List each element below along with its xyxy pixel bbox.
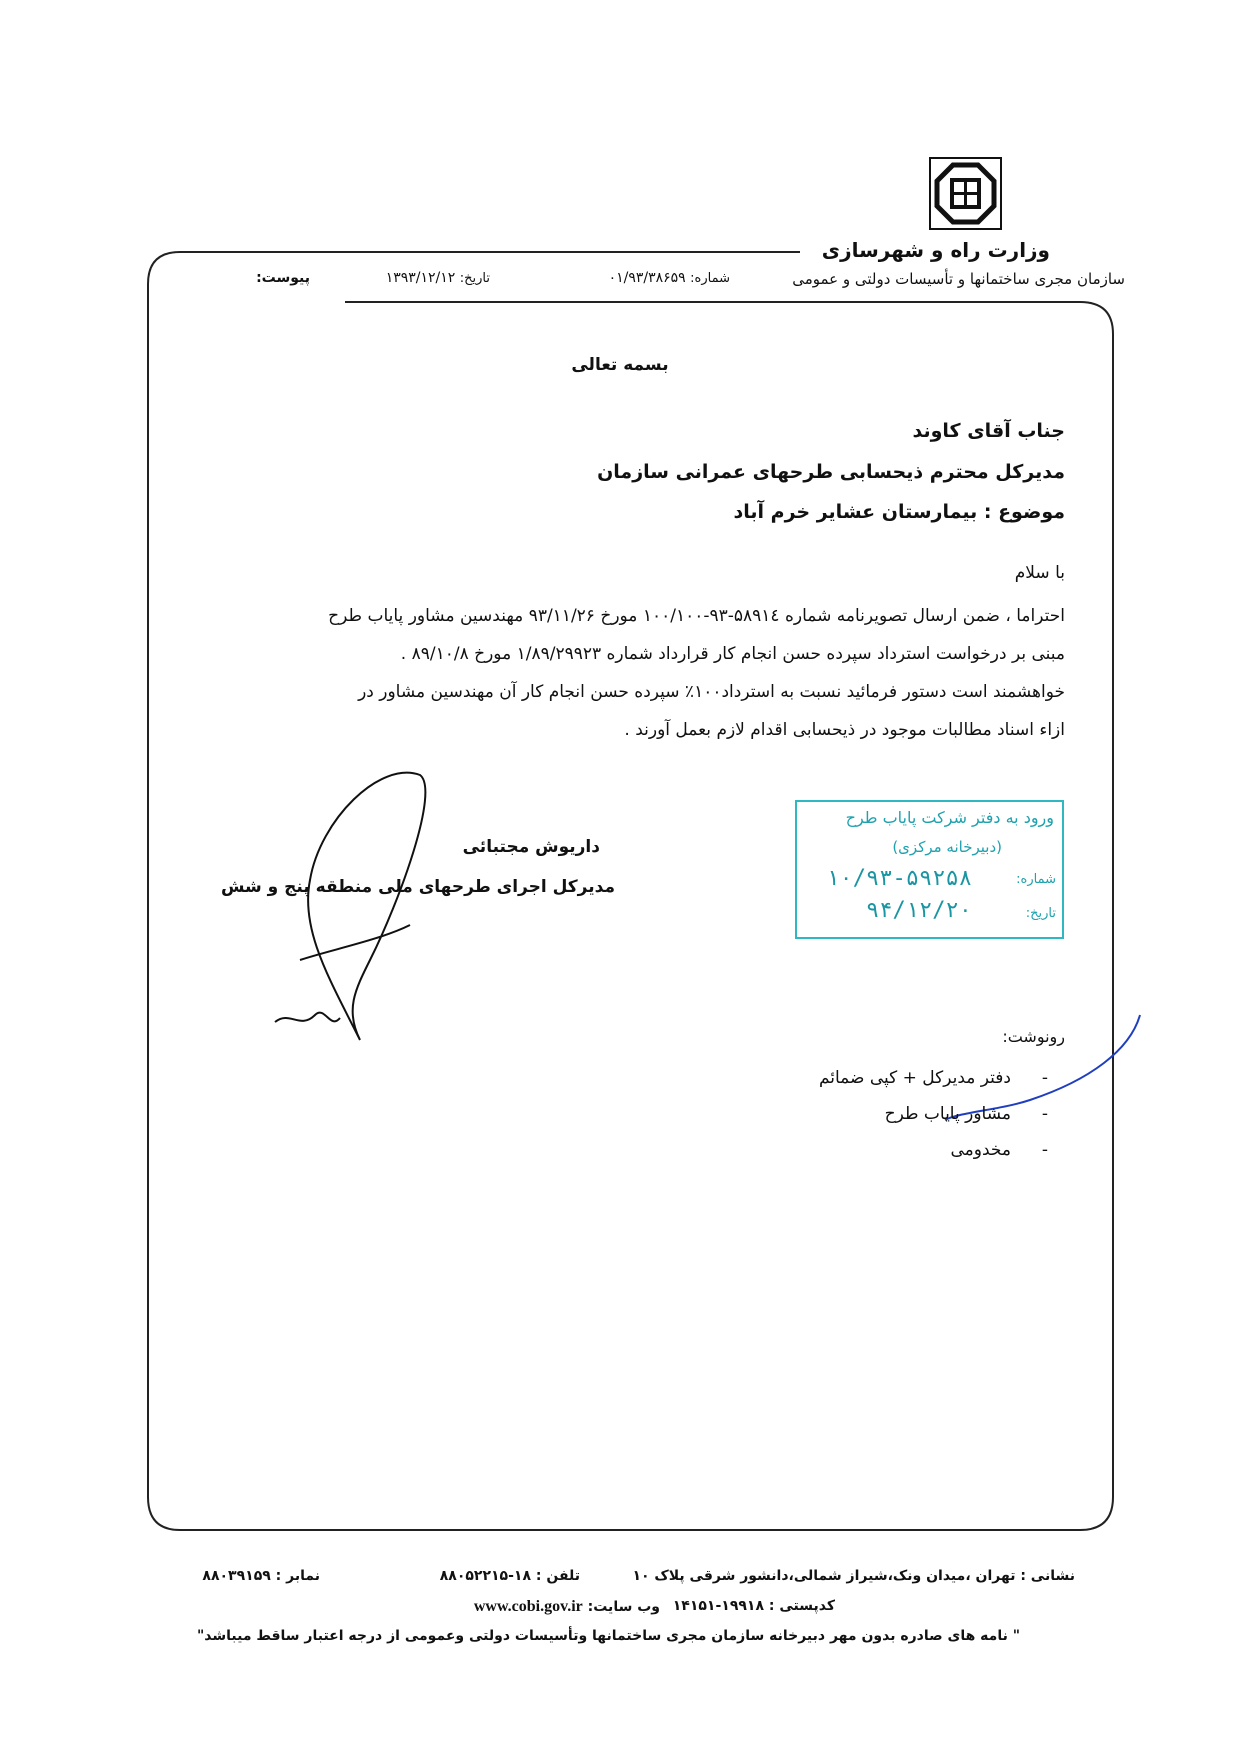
recipient-name: جناب آقای کاوند [912, 420, 1065, 442]
number-value: ۰۱/۹۳/۳۸۶۵۹ [608, 270, 686, 286]
body-line: ازاء اسناد مطالبات موجود در ذیحسابی اقدام لازم بعمل آورند . [624, 720, 1065, 740]
letter-body [215, 597, 1065, 749]
website-link[interactable]: www.cobi.gov.ir [473, 1598, 583, 1615]
stamp-number-value: ۱۰/۹۳-۵۹۲۵۸ [826, 866, 972, 891]
letter-date [355, 270, 490, 286]
website-label: وب سایت: [587, 1599, 660, 1615]
stamp-date-value: ۹۴/۱۲/۲۰ [866, 898, 972, 923]
number-label: شماره: [690, 271, 730, 286]
stamp-line1: ورود به دفتر شرکت پایاب طرح [845, 808, 1054, 827]
subject-line: موضوع : بیمارستان عشایر خرم آباد [733, 501, 1065, 523]
stamp-line2: (دبیرخانه مرکزی) [892, 838, 1002, 856]
footer-note: " نامه های صادره بدون مهر دبیرخانه سازمان مجری ساختمانها وتأسیسات دولتی وعمومی از درجه اعتبار ساقط میباشد" [197, 1628, 1020, 1644]
body-line: مبنی بر درخواست استرداد سپرده حسن انجام کار قرارداد شماره ۱/۸۹/۲۹۹۲۳ مورخ ۸۹/۱۰/۸ . [400, 644, 1065, 664]
date-label: تاریخ: [459, 271, 490, 286]
footer-website [445, 1598, 660, 1616]
footer-address: نشانی : تهران ،میدان ونک،شیراز شمالی،دانشور شرقی پلاک ۱۰ [632, 1568, 1075, 1584]
signatory-name: داریوش مجتبائی [462, 837, 600, 857]
stamp-date-label: تاریخ: [1025, 906, 1056, 921]
cc-item: -مشاور پایاب طرح [884, 1104, 1049, 1124]
cc-item: -مخدومی [950, 1140, 1049, 1160]
signature-mark [300, 773, 425, 1040]
cc-item: -دفتر مدیرکل + کپی ضمائم [818, 1068, 1049, 1088]
cc-list [819, 1060, 1065, 1168]
attachment-label: پیوست: [256, 270, 310, 286]
body-line: خواهشمند است دستور فرمائید نسبت به استرداد۱۰۰٪ سپرده حسن انجام کار آن مهندسین مشاور در [358, 682, 1065, 702]
letter-number [580, 270, 730, 286]
recipient-title: مدیرکل محترم ذیحسابی طرحهای عمرانی سازمان [597, 461, 1065, 483]
ministry-logo [929, 157, 1002, 230]
footer-phone: تلفن : ۱۸-۸۸۰۵۲۲۱۵ [439, 1568, 580, 1584]
signatory-title: مدیرکل اجرای طرحهای ملی منطقه پنج و شش [220, 877, 615, 897]
greeting: با سلام [1014, 563, 1065, 583]
stamp-number-label: شماره: [1016, 872, 1056, 887]
body-line: احتراما ، ضمن ارسال تصویرنامه شماره ۵۸۹۱٤-۹۳-۱۰۰/۱۰۰ مورخ ۹۳/۱۱/۲۶ مهندسین مشاور پایاب طرح [328, 606, 1065, 626]
cc-label: رونوشت: [1002, 1027, 1065, 1046]
date-value: ۱۳۹۳/۱۲/۱۲ [385, 270, 456, 286]
footer-fax: نمابر : ۸۸۰۳۹۱۵۹ [202, 1568, 320, 1584]
ministry-name: وزارت راه و شهرسازی [821, 238, 1050, 262]
received-stamp [795, 800, 1064, 939]
organization-name: سازمان مجری ساختمانها و تأسیسات دولتی و عمومی [792, 270, 1125, 288]
salutation: بسمه تعالی [571, 355, 669, 375]
footer-postal-code: کدپستی : ۱۹۹۱۸-۱۴۱۵۱ [672, 1598, 835, 1614]
